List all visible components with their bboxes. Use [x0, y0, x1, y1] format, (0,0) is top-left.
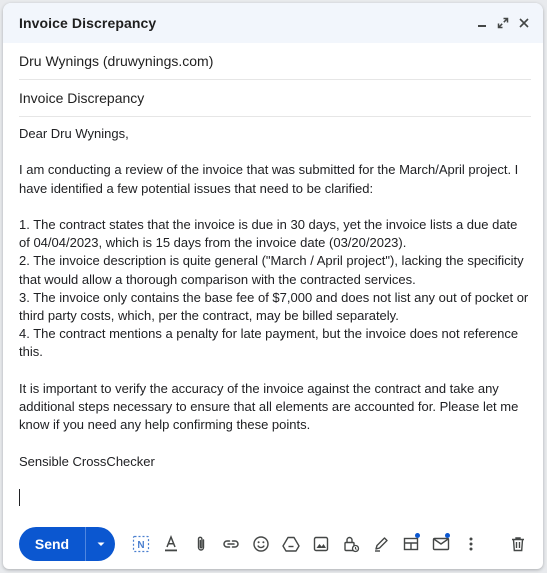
body-point: 4. The contract mentions a penalty for late payment, but the invoice does not reference this. — [19, 326, 522, 360]
photo-icon[interactable] — [306, 529, 336, 559]
emoji-icon[interactable] — [246, 529, 276, 559]
gemini-icon[interactable] — [126, 529, 156, 559]
notification-dot — [415, 533, 420, 538]
minimize-icon[interactable] — [475, 16, 489, 30]
notification-dot — [445, 533, 450, 538]
body-point: 2. The invoice description is quite general ("March / April project"), lacking the specificity that would allow a thorough comparison with the contracted services. — [19, 253, 528, 287]
body-point: 3. The invoice only contains the base fee of $7,000 and does not list any out of pocket or third party costs, which, per the contract, may be billed separately. — [19, 289, 532, 323]
window-controls — [475, 16, 531, 30]
message-body[interactable] — [19, 125, 531, 471]
subject-text: Invoice Discrepancy — [19, 90, 145, 106]
compose-titlebar[interactable] — [3, 3, 543, 43]
send-options-button[interactable] — [86, 527, 115, 561]
layouts-icon[interactable] — [396, 529, 426, 559]
compose-title: Invoice Discrepancy — [19, 15, 157, 31]
compose-window — [3, 3, 543, 569]
svg-text:N: N — [137, 540, 145, 551]
body-intro: I am conducting a review of the invoice that was submitted for the March/April project. I have identified a few potential issues that need to be clarified: — [19, 162, 522, 196]
link-icon[interactable] — [216, 529, 246, 559]
text-cursor — [19, 489, 20, 506]
subject-field[interactable] — [19, 80, 531, 117]
confidential-icon[interactable] — [336, 529, 366, 559]
recipient-chip[interactable]: Dru Wynings (druwynings.com) — [19, 53, 214, 69]
compose-toolbar — [19, 526, 535, 562]
send-button[interactable]: Send — [34, 536, 70, 552]
body-signature: Sensible CrossChecker — [19, 453, 155, 469]
close-icon[interactable] — [517, 16, 531, 30]
to-field[interactable] — [19, 43, 531, 80]
caret-down-icon — [95, 538, 107, 550]
body-closing: It is important to verify the accuracy of the invoice against the contract and take any additional steps necessary to ensure that all elements are accounted for. Please let me know if you need any help confirming these points. — [19, 380, 522, 433]
signature-icon[interactable] — [366, 529, 396, 559]
body-point: 1. The contract states that the invoice is due in 30 days, yet the invoice lists a due date of 04/04/2023, which is 15 days from the invoice date (03/20/2023). — [19, 216, 522, 251]
expand-icon[interactable] — [496, 16, 510, 30]
more-options-icon[interactable] — [456, 529, 486, 559]
drive-icon[interactable] — [276, 529, 306, 559]
attach-icon[interactable] — [186, 529, 216, 559]
schedule-mail-icon[interactable] — [426, 529, 456, 559]
formatting-tools — [126, 529, 486, 559]
trash-icon[interactable] — [503, 529, 533, 559]
text-format-icon[interactable] — [156, 529, 186, 559]
send-button-group — [19, 527, 115, 561]
body-greeting: Dear Dru Wynings, — [19, 126, 129, 141]
